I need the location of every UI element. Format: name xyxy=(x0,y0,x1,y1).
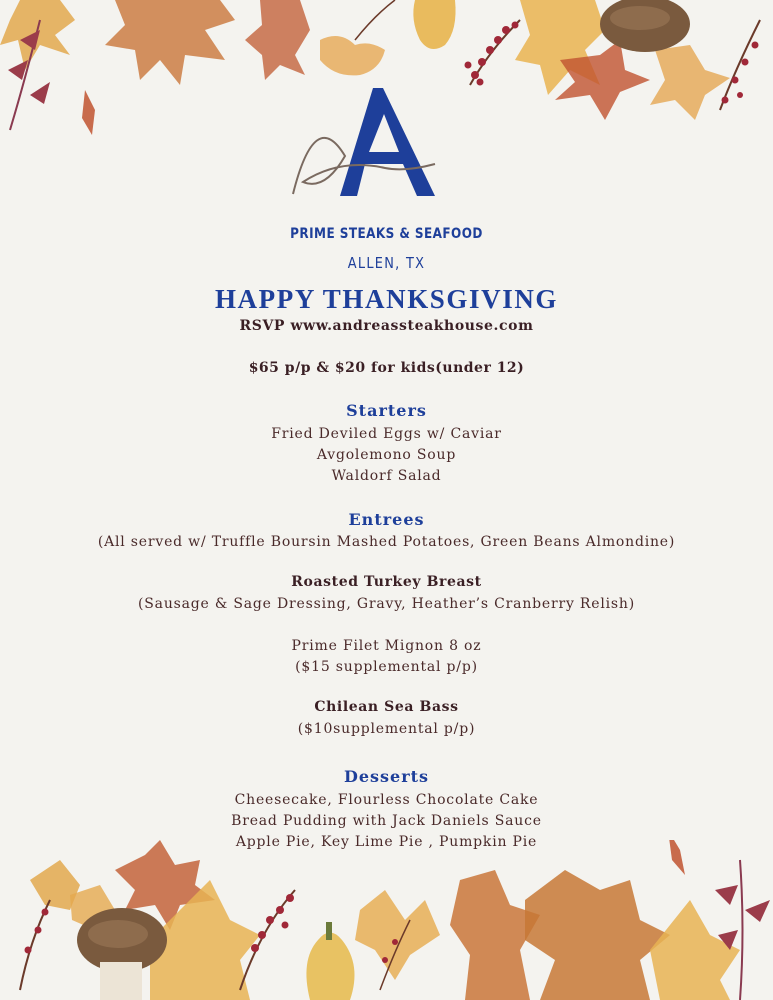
entree-filet-supplement: ($15 supplemental p/p) xyxy=(295,659,478,675)
dessert-item: Bread Pudding with Jack Daniels Sauce xyxy=(231,813,542,829)
dessert-item: Cheesecake, Flourless Chocolate Cake xyxy=(234,792,539,808)
restaurant-location: ALLEN, TX xyxy=(347,254,426,272)
gourd-icon xyxy=(320,0,456,75)
starter-item: Fried Deviled Eggs w/ Caviar xyxy=(271,426,502,442)
rsvp-link[interactable]: RSVP www.andreassteakhouse.com xyxy=(239,318,534,334)
entree-seabass-supplement: ($10supplemental p/p) xyxy=(297,721,476,737)
logo-mark-icon xyxy=(285,86,445,202)
entrees-heading: Entrees xyxy=(348,510,425,529)
starter-item: Waldorf Salad xyxy=(331,468,442,484)
restaurant-logo xyxy=(285,86,445,202)
desserts-heading: Desserts xyxy=(343,767,430,786)
mushroom-icon xyxy=(600,0,690,52)
event-price: $65 p/p & $20 for kids(under 12) xyxy=(248,360,525,376)
entree-seabass-name: Chilean Sea Bass xyxy=(314,699,459,715)
entrees-note: (All served w/ Truffle Boursin Mashed Potatoes, Green Beans Almondine) xyxy=(97,534,676,550)
starter-item: Avgolemono Soup xyxy=(316,447,457,463)
entree-turkey-name: Roasted Turkey Breast xyxy=(291,574,482,590)
entree-turkey-description: (Sausage & Sage Dressing, Gravy, Heather’s Cranberry Relish) xyxy=(138,596,635,612)
entree-filet-name: Prime Filet Mignon 8 oz xyxy=(291,638,482,654)
gourd-icon xyxy=(306,922,354,1000)
event-title: HAPPY THANKSGIVING xyxy=(214,284,559,314)
dessert-item: Apple Pie, Key Lime Pie , Pumpkin Pie xyxy=(235,834,538,850)
restaurant-tagline: PRIME STEAKS & SEAFOOD xyxy=(290,226,483,242)
starters-heading: Starters xyxy=(346,401,427,420)
bottom-autumn-border xyxy=(0,840,773,1000)
